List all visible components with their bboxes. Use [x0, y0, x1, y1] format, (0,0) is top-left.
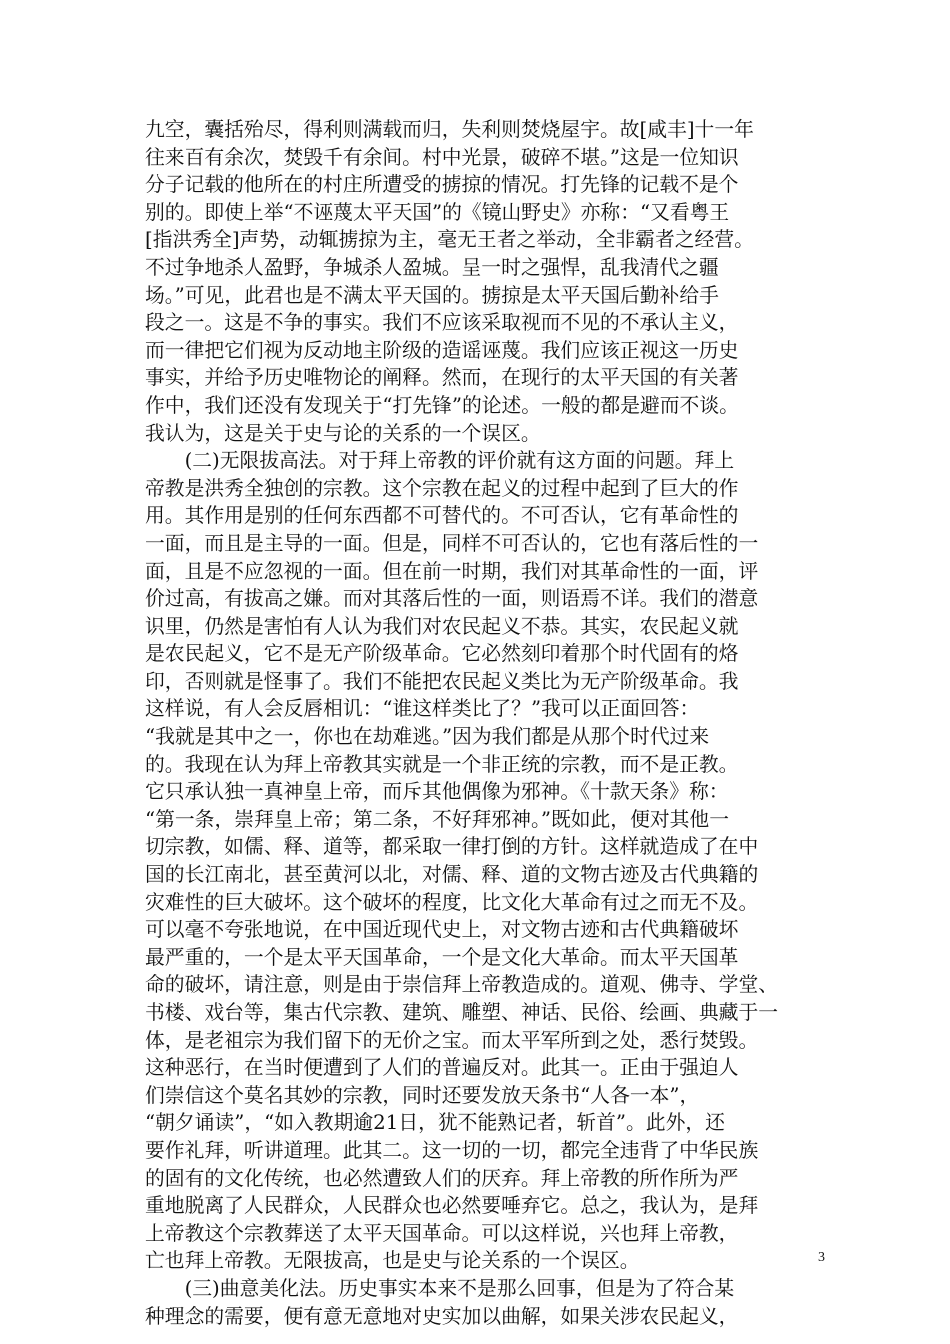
text-line: 一面，而且是主导的一面。但是，同样不可否认的，它也有落后性的一	[145, 531, 759, 555]
text-line: (二)无限拔高法。对于拜上帝教的评价就有这方面的问题。拜上	[145, 449, 735, 473]
text-line: “我就是其中之一，你也在劫难逃。”因为我们都是从那个时代过来	[145, 725, 710, 749]
text-line: 书楼、戏台等，集古代宗教、建筑、雕塑、神话、民俗、绘画、典藏于一	[145, 1001, 779, 1024]
text-line: 是农民起义，它不是无产阶级革命。它必然刻印着那个时代固有的烙	[145, 642, 739, 666]
text-line: 往来百有余次，焚毁千有余间。村中光景，破碎不堪。”这是一位知识	[145, 145, 739, 169]
text-line: “朝夕诵读”，“如入教期逾21日，犹不能熟记者，斩首”。此外，还	[145, 1111, 725, 1135]
text-line: 灾难性的巨大破坏。这个破坏的程度，比文化大革命有过之而无不及。	[145, 890, 759, 914]
text-line: 体，是老祖宗为我们留下的无价之宝。而太平军所到之处，悉行焚毁。	[145, 1028, 759, 1052]
text-line: 可以毫不夸张地说，在中国近现代史上，对文物古迹和古代典籍破坏	[145, 918, 739, 942]
text-line: 面，且是不应忽视的一面。但在前一时期，我们对其革命性的一面，评	[145, 559, 759, 583]
text-line: 价过高，有拔高之嫌。而对其落后性的一面，则语焉不详。我们的潜意	[145, 587, 759, 611]
text-line: 场。”可见，此君也是不满太平天国的。掳掠是太平天国后勤补给手	[145, 283, 719, 307]
text-line: 印，否则就是怪事了。我们不能把农民起义类比为无产阶级革命。我	[145, 669, 739, 693]
text-line: 们崇信这个莫名其妙的宗教，同时还要发放天条书“人各一本”，	[145, 1083, 700, 1107]
text-line: 最严重的，一个是太平天国革命，一个是文化大革命。而太平天国革	[145, 945, 739, 969]
text-line: 段之一。这是不争的事实。我们不应该采取视而不见的不承认主义，	[145, 311, 739, 335]
text-line: (三)曲意美化法。历史事实本来不是那么回事，但是为了符合某	[145, 1276, 735, 1300]
text-line: 重地脱离了人民群众，人民群众也必然要唾弃它。总之，我认为，是拜	[145, 1194, 759, 1218]
text-line: 帝教是洪秀全独创的宗教。这个宗教在起义的过程中起到了巨大的作	[145, 476, 739, 500]
text-line: 九空，囊括殆尽，得利则满载而归，失利则焚烧屋宇。故[咸丰]十一年	[145, 118, 754, 141]
text-line: 它只承认独一真神皇上帝，而斥其他偶像为邪神。《十款天条》称：	[145, 780, 729, 804]
text-line: 别的。即使上举“不诬蔑太平天国”的《镜山野史》亦称：“又看粤王	[145, 200, 730, 224]
text-line: [指洪秀全]声势，动辄掳掠为主，毫无王者之举动，全非霸者之经营。	[145, 228, 754, 252]
text-line: 事实，并给予历史唯物论的阐释。然而，在现行的太平天国的有关著	[145, 366, 739, 390]
text-line: 这种恶行，在当时便遭到了人们的普遍反对。此其一。正由于强迫人	[145, 1056, 739, 1080]
text-line: 这样说，有人会反唇相讥：“谁这样类比了？”我可以正面回答：	[145, 697, 700, 721]
text-line: 分子记载的他所在的村庄所遭受的掳掠的情况。打先锋的记载不是个	[145, 173, 739, 197]
page-number: 3	[818, 1250, 825, 1265]
text-line: 上帝教这个宗教葬送了太平天国革命。可以这样说，兴也拜上帝教，	[145, 1221, 739, 1245]
body-text	[145, 116, 825, 1330]
text-line: 命的破坏，请注意，则是由于崇信拜上帝教造成的。道观、佛寺、学堂、	[145, 973, 779, 997]
text-line: “第一条，崇拜皇上帝；第二条，不好拜邪神。”既如此，便对其他一	[145, 807, 729, 831]
text-line: 亡也拜上帝教。无限拔高，也是史与论关系的一个误区。	[145, 1249, 640, 1273]
text-line: 种理念的需要，便有意无意地对史实加以曲解，如果关涉农民起义，	[145, 1304, 739, 1328]
text-line: 的固有的文化传统，也必然遭致人们的厌弃。拜上帝教的所作所为严	[145, 1166, 739, 1190]
text-line: 国的长江南北，甚至黄河以北，对儒、释、道的文物古迹及古代典籍的	[145, 863, 759, 887]
text-line: 而一律把它们视为反动地主阶级的造谣诬蔑。我们应该正视这一历史	[145, 338, 739, 362]
text-line: 要作礼拜，听讲道理。此其二。这一切的一切，都完全违背了中华民族	[145, 1138, 759, 1162]
text-line: 切宗教，如儒、释、道等，都采取一律打倒的方针。这样就造成了在中	[145, 835, 759, 859]
text-line: 的。我现在认为拜上帝教其实就是一个非正统的宗教，而不是正教。	[145, 752, 739, 776]
text-line: 不过争地杀人盈野，争城杀人盈城。呈一时之强悍，乱我清代之疆	[145, 255, 719, 279]
text-line: 作中，我们还没有发现关于“打先锋”的论述。一般的都是避而不谈。	[145, 393, 739, 417]
text-line: 用。其作用是别的任何东西都不可替代的。不可否认，它有革命性的	[145, 504, 739, 528]
text-line: 识里，仍然是害怕有人认为我们对农民起义不恭。其实，农民起义就	[145, 614, 739, 638]
text-line: 我认为，这是关于史与论的关系的一个误区。	[145, 421, 541, 445]
